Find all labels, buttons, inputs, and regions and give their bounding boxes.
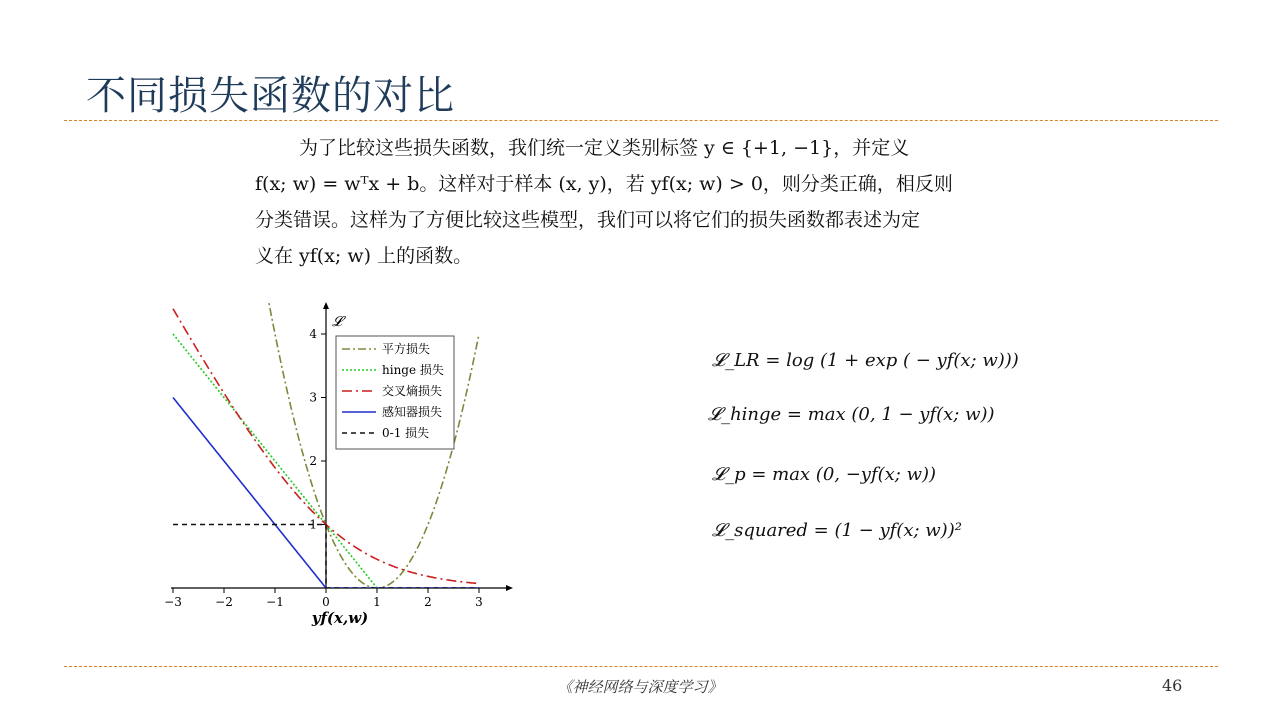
footer-divider (64, 666, 1218, 667)
x-tick-label: −1 (266, 595, 284, 609)
paragraph-line: f(x; w) = wᵀx + b。这样对于样本 (x, y)，若 yf(x; w) > 0，则分类正确，相反则 (255, 173, 953, 195)
y-tick-label: 4 (309, 327, 317, 341)
formula-lr: 𝓛_LR = log (1 + exp ( − yf(x; w))) (712, 350, 1019, 371)
formula-squared: 𝓛_squared = (1 − yf(x; w))² (712, 520, 962, 541)
paragraph-line: 分类错误。这样为了方便比较这些模型，我们可以将它们的损失函数都表述为定 (255, 209, 921, 231)
legend-label: 0-1 损失 (382, 426, 430, 440)
book-footer: 《神经网络与深度学习》 (557, 678, 723, 696)
paragraph-line: 义在 yf(x; w) 上的函数。 (255, 245, 473, 267)
loss-comparison-chart (150, 300, 530, 630)
x-tick-label: 2 (424, 595, 432, 609)
legend-label: hinge 损失 (382, 363, 444, 377)
header-divider (64, 120, 1218, 121)
formula-hinge: 𝓛_hinge = max (0, 1 − yf(x; w)) (708, 404, 995, 425)
x-tick-label: 3 (475, 595, 483, 609)
x-tick-label: 1 (373, 595, 381, 609)
y-tick-label: 3 (309, 390, 317, 405)
y-axis-arrow (323, 302, 329, 309)
x-tick-label: 0 (322, 595, 330, 609)
paragraph-line: 为了比较这些损失函数，我们统一定义类别标签 y ∈ {+1, −1}，并定义 (299, 137, 910, 159)
y-tick-label: 1 (309, 517, 317, 532)
y-axis-label: 𝓛 (332, 314, 343, 330)
legend-label: 交叉熵损失 (382, 384, 443, 398)
x-axis-label: yf(x,w) (311, 609, 369, 627)
formula-perceptron: 𝓛_p = max (0, −yf(x; w)) (712, 464, 937, 485)
x-tick-label: −2 (215, 595, 233, 609)
x-tick-label: −3 (164, 595, 182, 609)
page-number: 46 (1162, 676, 1183, 695)
chart-legend (336, 336, 454, 449)
slide-title: 不同损失函数的对比 (86, 73, 455, 119)
legend-label: 感知器损失 (382, 405, 443, 419)
y-tick-label: 2 (309, 454, 317, 468)
legend-label: 平方损失 (382, 342, 431, 356)
x-axis-arrow (506, 585, 513, 591)
intro-paragraph (255, 130, 1025, 274)
